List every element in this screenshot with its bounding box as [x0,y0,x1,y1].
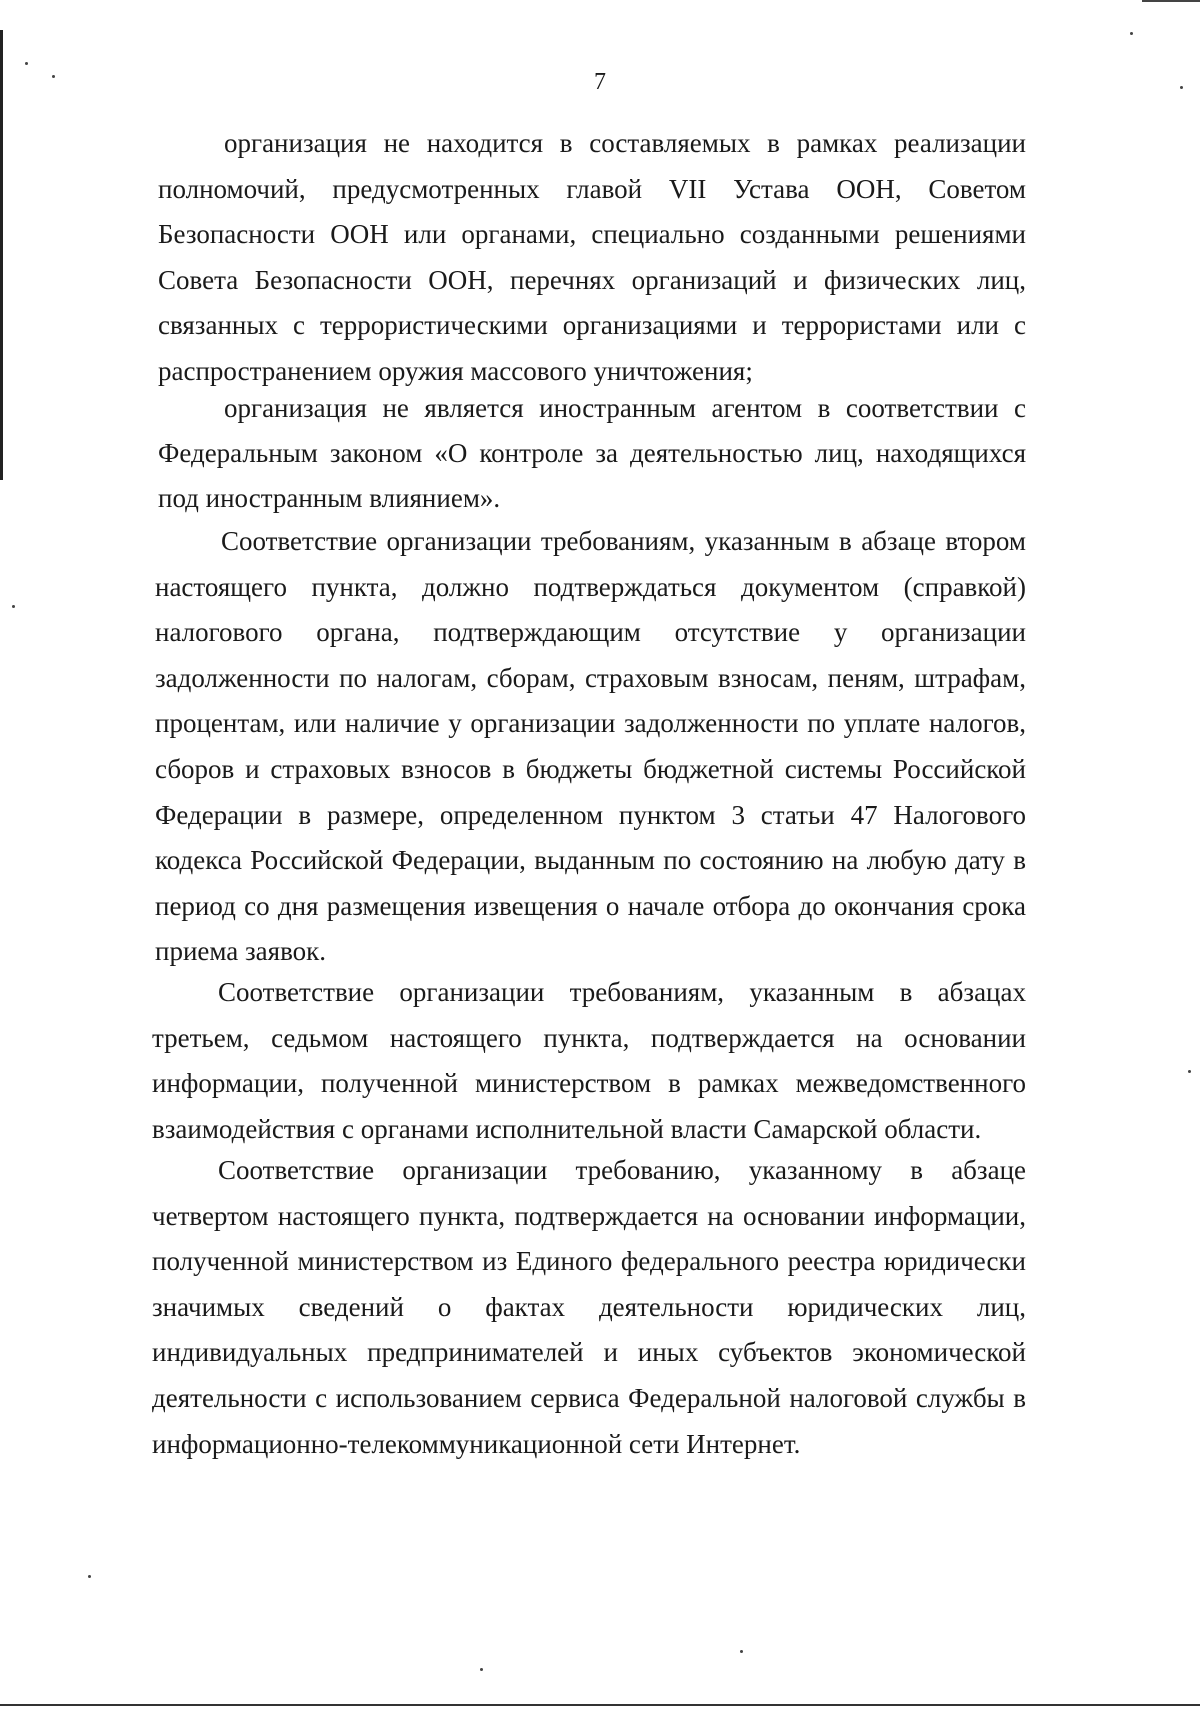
scan-speck [25,62,28,65]
paragraph: организация не находится в составляемых в рамках реализации полномочий, предусмотренных главой VII Устава ООН, Советом Безопасности ООН или органами, специально созданными решениями Совета Безопасности ООН, перечнях организаций и физических лиц, связанных с террористическими организациями и террористами или с распространением оружия массового уничтожения; [158,128,1026,386]
scan-speck [1188,1070,1191,1073]
scan-speck [88,1575,91,1578]
paragraph: Соответствие организации требованиям, указанным в абзаце втором настоящего пункта, должно подтверждаться документом (справкой) налогового органа, подтверждающим отсутствие у организации задолженности по налогам, сборам, страховым взносам, пеням, штрафам, процентам, или наличие у организации задолженности по уплате налогов, сборов и страховых взносов в бюджеты бюджетной системы Российской Федерации в размере, определенном пунктом 3 статьи 47 Налогового кодекса Российской Федерации, выданным по состоянию на любую дату в период со дня размещения извещения о начале отбора до окончания срока приема заявок. [155,526,1026,967]
scan-speck [12,605,15,608]
scan-speck [740,1650,743,1653]
text-block-3 [155,519,1026,975]
scan-speck [1130,32,1133,35]
text-block-4 [152,970,1026,1152]
scan-speck [480,1668,483,1671]
paragraph: Соответствие организации требованиям, указанным в абзацах третьем, седьмом настоящего пункта, подтверждается на основании информации, полученной министерством в рамках межведомственного взаимодействия с органами исполнительной власти Самарской области. [152,977,1026,1144]
text-block-5 [152,1148,1026,1467]
text-block-1 [158,121,1026,394]
scan-edge-left [0,30,3,480]
text-block-2 [158,386,1026,521]
paragraph: организация не является иностранным агентом в соответствии с Федеральным законом «О контроле за деятельностью лиц, находящихся под иностранным влиянием». [158,393,1026,513]
scan-edge-bottom [0,1704,1200,1706]
page-number: 7 [594,69,606,95]
paragraph: Соответствие организации требованию, указанному в абзаце четвертом настоящего пункта, подтверждается на основании информации, полученной министерством из Единого федерального реестра юридически значимых сведений о фактах деятельности юридических лиц, индивидуальных предпринимателей и иных субъектов экономической деятельности с использованием сервиса Федеральной налоговой службы в информационно-телекоммуникационной сети Интернет. [152,1155,1026,1459]
scan-edge-top-right [1142,0,1200,2]
